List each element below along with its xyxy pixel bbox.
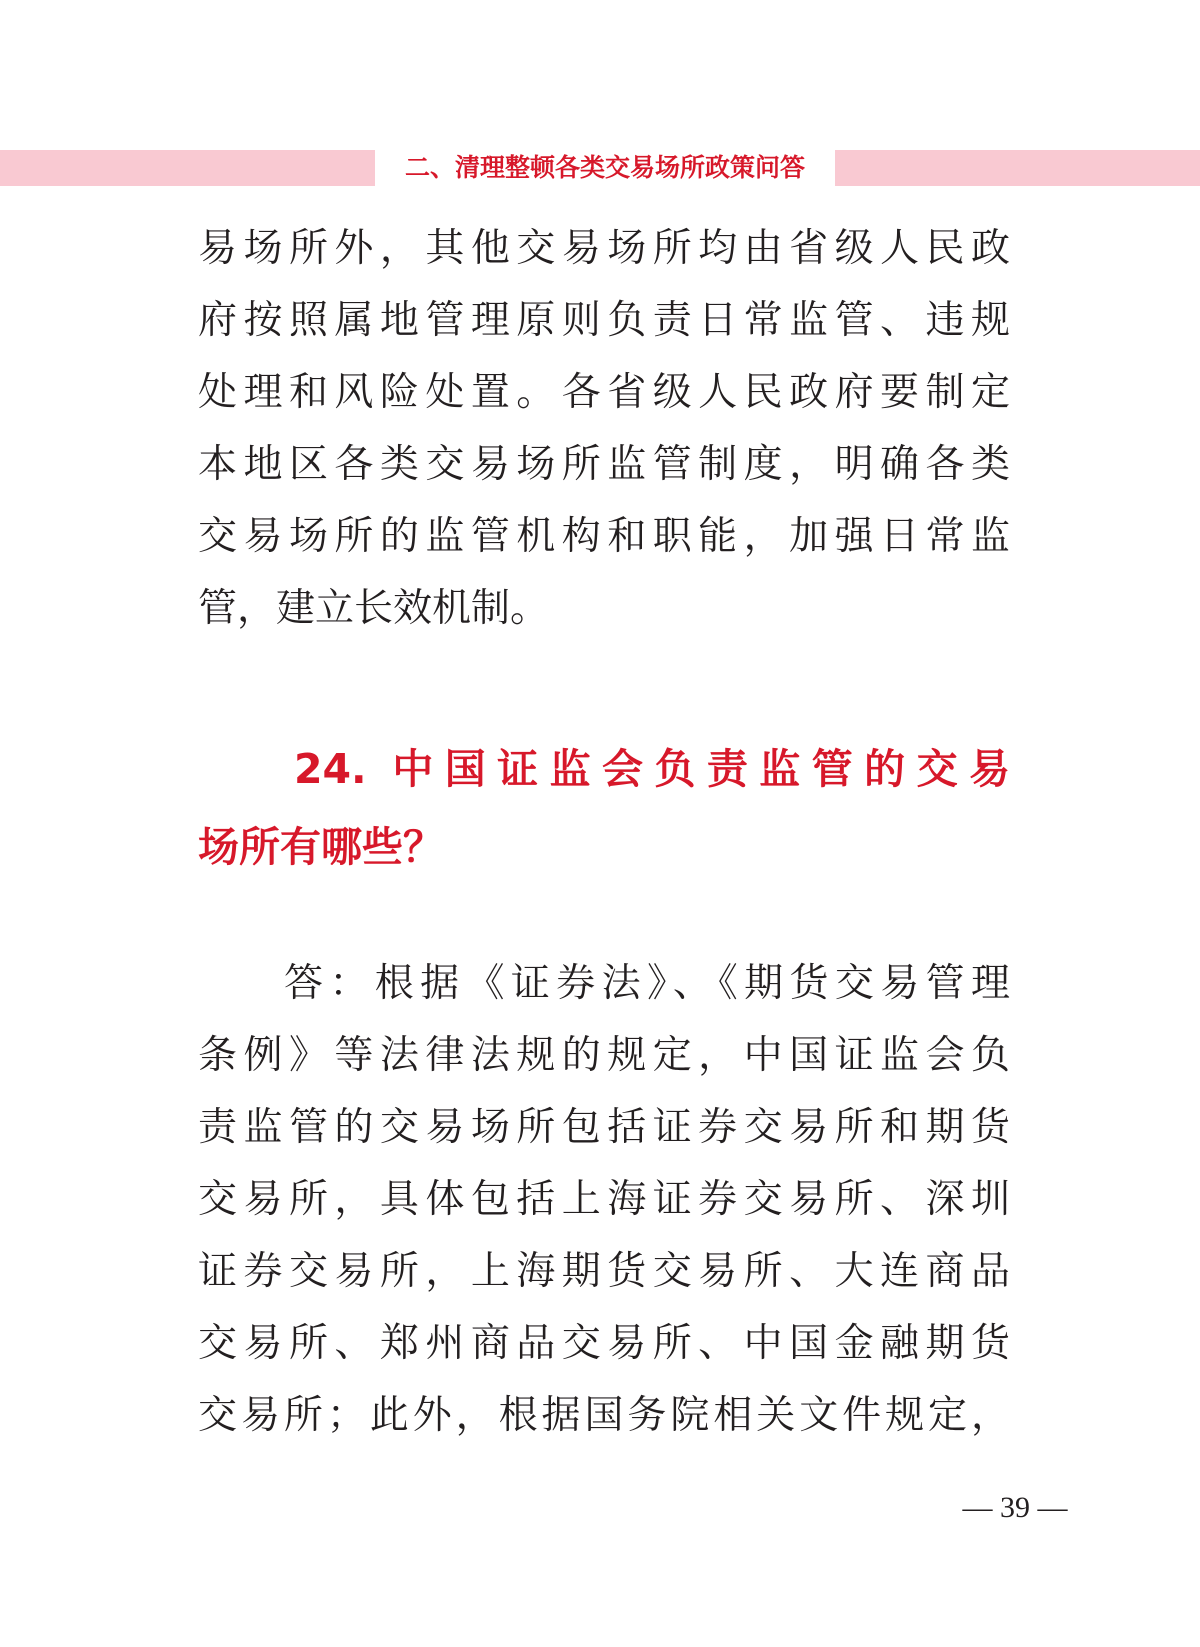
- paragraph-continued: [198, 213, 1010, 645]
- running-header: [0, 150, 1200, 186]
- answer-line: 责监管的交易场所包括证券交易所和期货: [198, 1105, 1010, 1150]
- answer-line: 答：根据《证券法》、《期货交易管理: [284, 961, 1010, 1006]
- page-number: — 39 —: [962, 1491, 1068, 1524]
- paragraph-line: 管，建立长效机制。: [198, 586, 550, 631]
- paragraph-line: 交易场所的监管机构和职能，加强日常监: [198, 514, 1010, 559]
- paragraph-line: 府按照属地管理原则负责日常监管、违规: [198, 298, 1010, 343]
- header-title: 二、清理整顿各类交易场所政策问答: [404, 153, 805, 182]
- answer-line: 交易所，具体包括上海证券交易所、深圳: [198, 1177, 1010, 1222]
- question-heading-line-1: 24. 中国证监会负责监管的交易: [294, 745, 1010, 793]
- answer-line: 条例》等法律法规的规定，中国证监会负: [198, 1033, 1010, 1078]
- paragraph-line: 处理和风险处置。各省级人民政府要制定: [198, 370, 1010, 415]
- question-heading-line-2: 场所有哪些？: [198, 823, 444, 871]
- question-heading: [198, 730, 1010, 886]
- header-band-left: [0, 150, 375, 186]
- header-band-right: [835, 150, 1200, 186]
- answer-line: 交易所、郑州商品交易所、中国金融期货: [198, 1321, 1010, 1366]
- answer-line: 交易所；此外，根据国务院相关文件规定，: [198, 1393, 1010, 1438]
- answer-line: 证券交易所，上海期货交易所、大连商品: [198, 1249, 1010, 1294]
- answer-paragraph: [198, 948, 1010, 1452]
- paragraph-line: 本地区各类交易场所监管制度，明确各类: [198, 442, 1010, 487]
- paragraph-line: 易场所外，其他交易场所均由省级人民政: [198, 226, 1010, 271]
